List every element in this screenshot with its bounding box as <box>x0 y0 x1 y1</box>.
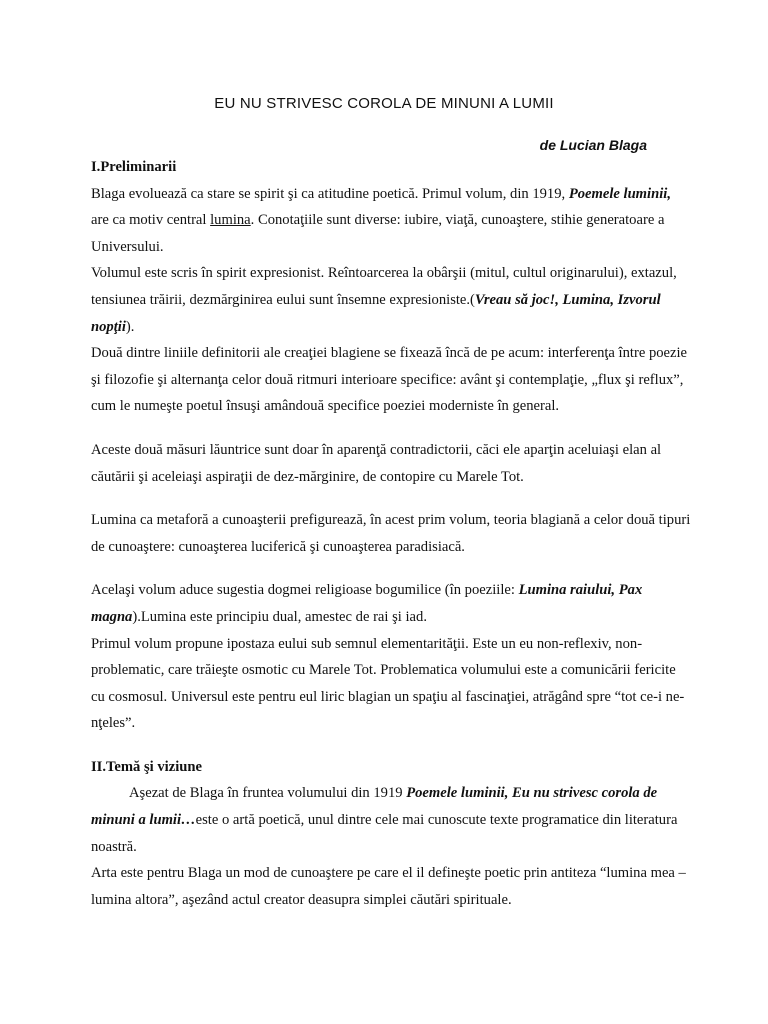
paragraph-5: Lumina ca metaforă a cunoaşterii prefigurează, în acest prim volum, teoria blagiană a celor două tipuri de cunoaştere: cunoaşterea luciferică şi cunoaşterea paradisiacă. <box>91 512 691 555</box>
paragraph-8: Aşezat de Blaga în fruntea volumului din 1919 Poemele luminii, Eu nu strivesc corola de minuni a lumii…este o artă poetică, unul dintre cele mai cunoscute texte programatice din literatura noastră. <box>91 785 678 855</box>
section-heading-tema: II.Temă şi viziune <box>91 758 202 775</box>
document-body <box>91 154 691 913</box>
paragraph-6: Acelaşi volum aduce sugestia dogmei religioase bogumilice (în poeziile: Lumina raiului, Pax magna).Lumina este principiu dual, amestec de rai şi iad. <box>91 582 643 625</box>
book-title-poemele-luminii: Poemele luminii, <box>568 185 671 202</box>
paragraph-4: Aceste două măsuri lăuntrice sunt doar în aparenţă contradictorii, căci ele aparţin aceluiaşi elan al căutării şi aceleiaşi aspiraţii de dez-mărginire, de contopire cu Marele Tot. <box>91 441 662 485</box>
section-heading-preliminarii: I.Preliminarii <box>91 159 177 175</box>
paragraph-9: Arta este pentru Blaga un mod de cunoaştere pe care el il defineşte poetic prin antiteza “lumina mea – lumina altora”, aşezând actul creator deasupra simplei căutări spirituale. <box>91 865 686 908</box>
poem-titles: Vreau să joc!, Lumina, Izvorul nopţii <box>91 291 661 335</box>
poem-titles-2: Lumina raiului, Pax magna <box>91 582 643 625</box>
book-title-eu-nu-strivesc: Poemele luminii, Eu nu strivesc corola de minuni a lumii… <box>91 785 658 829</box>
paragraph-7: Primul volum propune ipostaza eului sub semnul elementarităţii. Este un eu non-reflexiv, non-problematic, care trăieşte osmotic cu Marele Tot. Problematica volumului este a comunicării fericite cu cosmosul. Universul este pentru eul liric blagian un spaţiu al fascinaţiei, atrăgând spre “tot ce-i ne-nţeles”. <box>91 635 685 732</box>
underlined-lumina: lumina <box>210 212 251 229</box>
paragraph-3: Două dintre liniile definitorii ale creaţiei blagiene se fixează încă de pe acum: interferenţa între poezie şi filozofie şi alternanţa celor două ritmuri interioare specifice: avânt şi contemplaţie, „flux şi reflux”, cum le numeşte poetul însuşi amândouă specifice poeziei moderniste în general. <box>91 345 688 415</box>
document-author: de Lucian Blaga <box>539 137 647 153</box>
paragraph-1: Blaga evoluează ca stare se spirit şi ca atitudine poetică. Primul volum, din 1919, Poemele luminii, are ca motiv central lumina. Conotaţiile sunt diverse: iubire, viaţă, cunoaştere, stihie generatoare a Universului. <box>91 185 671 255</box>
paragraph-2: Volumul este scris în spirit expresionist. Reîntoarcerea la obârşii (mitul, cultul originarului), extazul, tensiunea trăirii, dezmărginirea eului sunt însemne expresioniste.(Vreau să joc!, Lumina, Izvorul nopţii). <box>91 265 677 335</box>
document-title: EU NU STRIVESC COROLA DE MINUNI A LUMII <box>214 95 554 112</box>
